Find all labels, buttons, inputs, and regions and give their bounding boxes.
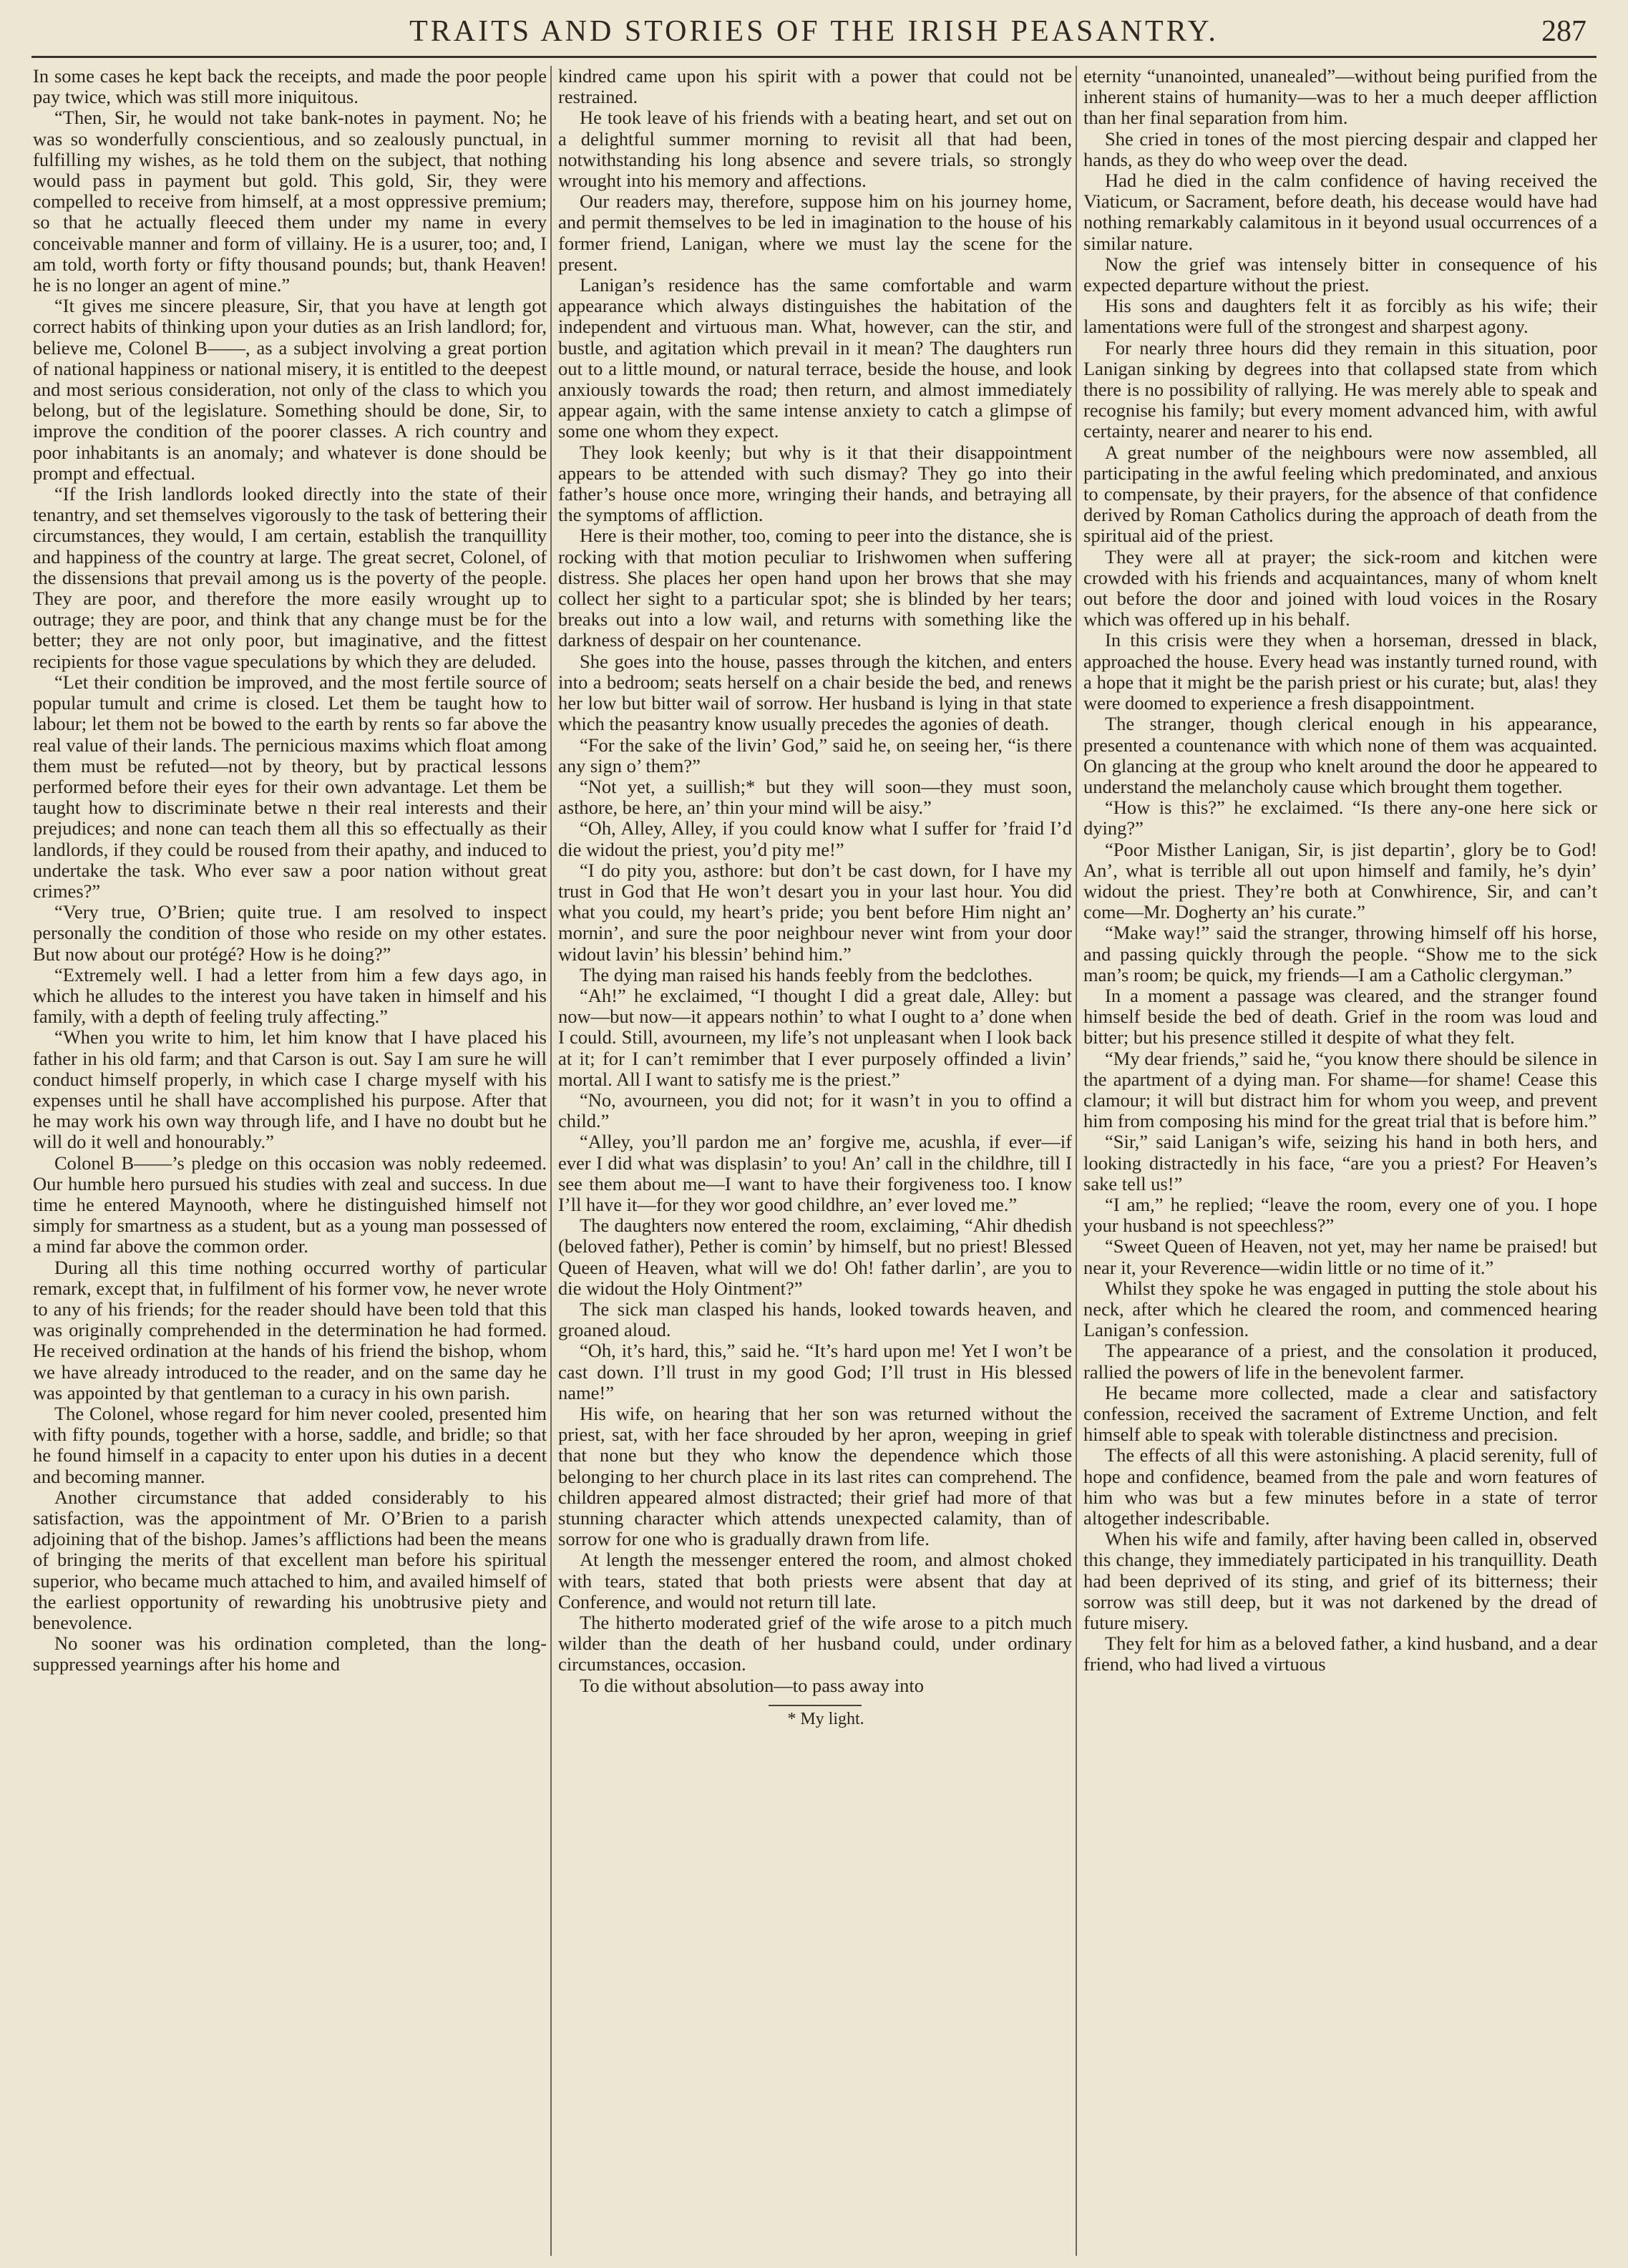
paragraph: “Sir,” said Lanigan’s wife, seizing his hand in both hers, and looking distractedly in his face, “are you a priest? For Heaven’s sake tell us!”: [1083, 1131, 1597, 1194]
page-number: 287: [1541, 15, 1586, 48]
paragraph: Colonel B——’s pledge on this occasion was nobly redeemed. Our humble hero pursued his studies with zeal and success. In due time he entered Maynooth, where he distinguished himself not simply for smartness as a student, but as a young man possessed of a mind far above the common order.: [33, 1152, 547, 1257]
paragraph: Whilst they spoke he was engaged in putting the stole about his neck, after which he cleared the room, and commenced hearing Lanigan’s confession.: [1083, 1277, 1597, 1341]
paragraph: During all this time nothing occurred worthy of particular remark, except that, in fulfilment of his former vow, he never wrote to any of his friends; for the reader should have been told that this was originally comprehended in the determination he had formed. He received ordination at the hands of his friend the bishop, whom we have already introduced to the reader, and on the same day he was appointed by that gentleman to a curacy in his own parish.: [33, 1256, 547, 1403]
running-title: TRAITS AND STORIES OF THE IRISH PEASANTRY.: [409, 15, 1219, 48]
footnote: * My light.: [787, 1709, 864, 1728]
paragraph: eternity “unanointed, unanealed”—without being purified from the inherent stains of humanity—was to her a much deeper affliction than her final separation from him.: [1083, 66, 1597, 129]
paragraph: Here is their mother, too, coming to peer into the distance, she is rocking with that motion peculiar to Irishwomen when suffering distress. She places her open hand upon her brows that she may collect her sight to a particular spot; she is blinded by her tears; breaks out into a low wail, and returns with something like the darkness of despair on her countenance.: [558, 525, 1072, 651]
paragraph: “Oh, Alley, Alley, if you could know what I suffer for ’fraid I’d die widout the priest, you’d pity me!”: [558, 817, 1072, 860]
paragraph: The appearance of a priest, and the consolation it produced, rallied the powers of life in the benevolent farmer.: [1083, 1340, 1597, 1383]
paragraph: “Alley, you’ll pardon me an’ forgive me, acushla, if ever—if ever I did what was displasin’ to you! An’ call in the childhre, till I see them about me—I want to have their forgiveness too. I know I’ll have it—for they wor good childhre, an’ ever loved me.”: [558, 1131, 1072, 1215]
paragraph: “Very true, O’Brien; quite true. I am resolved to inspect personally the condition of those who reside on my other estates. But now about our protégé? How is he doing?”: [33, 901, 547, 965]
text-column-left: [33, 66, 547, 2256]
paragraph: The hitherto moderated grief of the wife arose to a pitch much wilder than the death of her husband could, under ordinary circumstances, occasion.: [558, 1612, 1072, 1675]
paragraph: In this crisis were they when a horseman, dressed in black, approached the house. Every head was instantly turned round, with a hope that it might be the parish priest or his curate; but, alas! they were doomed to experience a fresh disappointment.: [1083, 629, 1597, 714]
paragraph: In a moment a passage was cleared, and the stranger found himself beside the bed of death. Grief in the room was loud and bitter; but his presence stilled it despite of what they felt.: [1083, 984, 1597, 1048]
paragraph: A great number of the neighbours were now assembled, all participating in the awful feeling which predominated, and anxious to compensate, by their prayers, for the absence of that confidence derived by Roman Catholics during the approach of death from the spiritual aid of the priest.: [1083, 441, 1597, 547]
paragraph: She cried in tones of the most piercing despair and clapped her hands, as they do who weep over the dead.: [1083, 127, 1597, 170]
paragraph: “Make way!” said the stranger, throwing himself off his horse, and passing quickly through the people. “Show me to the sick man’s room; be quick, my friends—I am a Catholic clergyman.”: [1083, 922, 1597, 985]
paragraph: “I do pity you, asthore: but don’t be cast down, for I have my trust in God that He won’t desart you in your last hour. You did what you could, my heart’s pride; you bent before Him night an’ mornin’, and sure the poor neighbour never wint from your door widout lavin’ his blessin’ behind him.”: [558, 859, 1072, 965]
paragraph: “It gives me sincere pleasure, Sir, that you have at length got correct habits of thinking upon your duties as an Irish landlord; for, believe me, Colonel B——, as a subject involving a great portion of national happiness or national misery, it is entitled to the deepest and most serious consideration, not only of the class to which you belong, but of the legislature. Something should be done, Sir, to improve the condition of the poorer classes. A rich country and poor inhabitants is an anomaly; and whatever is done should be prompt and effectual.: [33, 295, 547, 484]
paragraph: His wife, on hearing that her son was returned without the priest, sat, with her face shrouded by her apron, weeping in grief that none but they who know the dependence which those belonging to her church place in its last rites can comprehend. The children appeared almost distracted; their grief had more of that stunning character which attends unexpected calamity, than of sorrow for one who is gradually drawn from life.: [558, 1403, 1072, 1550]
paragraph: The effects of all this were astonishing. A placid serenity, full of hope and confidence, beamed from the pale and worn features of him who was but a few minutes before in a state of terror altogether indescribable.: [1083, 1444, 1597, 1529]
paragraph: “If the Irish landlords looked directly into the state of their tenantry, and set themselves vigorously to the task of bettering their circumstances, they would, I am certain, establish the tranquillity and happiness of the country at large. The great secret, Colonel, of the dissensions that prevail among us is the poverty of the people. They are poor, and therefore the more easily wrought up to outrage; they are poor, and think that any change must be for the better; they are not only poor, but imaginative, and the fittest recipients for those vague speculations by which they are deluded.: [33, 483, 547, 672]
paragraph: “Extremely well. I had a letter from him a few days ago, in which he alludes to the interest you have taken in himself and his family, with a depth of feeling truly affecting.”: [33, 963, 547, 1028]
paragraph: In some cases he kept back the receipts, and made the poor people pay twice, which was still more iniquitous.: [33, 66, 547, 108]
paragraph: At length the messenger entered the room, and almost choked with tears, stated that both priests were absent that day at Conference, and would not return till late.: [558, 1549, 1072, 1612]
paragraph: They look keenly; but why is it that their disappointment appears to be attended with such dismay? They go into their father’s house once more, wringing their hands, and betraying all the symptoms of affliction.: [558, 441, 1072, 526]
paragraph: “How is this?” he exclaimed. “Is there any-one here sick or dying?”: [1083, 797, 1597, 839]
paragraph: No sooner was his ordination completed, than the long-suppressed yearnings after his home and: [33, 1632, 547, 1675]
paragraph: “My dear friends,” said he, “you know there should be silence in the apartment of a dying man. For shame—for shame! Cease this clamour; it will but distract him for whom you weep, and prevent him from composing his mind for the great trial that is before him.”: [1083, 1047, 1597, 1132]
paragraph: The sick man clasped his hands, looked towards heaven, and groaned aloud.: [558, 1298, 1072, 1341]
paragraph: They felt for him as a beloved father, a kind husband, and a dear friend, who had lived a virtuous: [1083, 1632, 1597, 1675]
paragraph: “When you write to him, let him know that I have placed his father in his old farm; and that Carson is out. Say I am sure he will conduct himself properly, in which case I charge myself with his expenses until he shall have accomplished his purpose. After that he may work his own way through life, and I have no doubt but he will do it well and honourably.”: [33, 1026, 547, 1153]
running-header: [31, 10, 1597, 58]
paragraph: “For the sake of the livin’ God,” said he, on seeing her, “is there any sign o’ them?”: [558, 734, 1072, 777]
paragraph: The stranger, though clerical enough in his appearance, presented a countenance with which none of them was acquainted. On glancing at the group who knelt around the door he appeared to understand the melancholy cause which brought them together.: [1083, 713, 1597, 797]
paragraph: He took leave of his friends with a beating heart, and set out on a delightful summer morning to revisit all that had been, notwithstanding his long absence and severe trials, so strongly wrought into his memory and affections.: [558, 107, 1072, 192]
paragraph: kindred came upon his spirit with a power that could not be restrained.: [558, 66, 1072, 108]
paragraph: The daughters now entered the room, exclaiming, “Ahir dhedish (beloved father), Pether is comin’ by himself, but no priest! Blessed Queen of Heaven, what will we do! Oh! father darlin’, are you to die widout the Holy Ointment?”: [558, 1215, 1072, 1299]
paragraph: “Poor Misther Lanigan, Sir, is jist departin’, glory be to God! An’, what is terrible all out upon himself and family, he’s dyin’ widout the priest. They’re both at Conwhirence, Sir, and can’t come—Mr. Dogherty an’ his curate.”: [1083, 838, 1597, 923]
paragraph: She goes into the house, passes through the kitchen, and enters into a bedroom; seats herself on a chair beside the bed, and renews her low but bitter wail of sorrow. Her husband is lying in that state which the peasantry know usually precedes the agonies of death.: [558, 650, 1072, 735]
column-divider: [550, 66, 552, 2256]
paragraph: Another circumstance that added considerably to his satisfaction, was the appointment of Mr. O’Brien to a parish adjoining that of the bishop. James’s afflictions had been the means of bringing the merits of that excellent man before his spiritual superior, who became much attached to him, and availed himself of the earliest opportunity of rewarding his unobtrusive piety and benevolence.: [33, 1486, 547, 1634]
paragraph: The dying man raised his hands feebly from the bedclothes.: [580, 963, 1033, 985]
paragraph: Had he died in the calm confidence of having received the Viaticum, or Sacrament, before death, his decease would have had nothing remarkably calamitous in it beyond usual occurrences of a similar nature.: [1083, 170, 1597, 254]
paragraph: “Let their condition be improved, and the most fertile source of popular tumult and crime is closed. Let them be taught how to labour; let them not be bowed to the earth by rents so far above the real value of their lands. The pernicious maxims which float among them must be refuted—not by theory, but by practical lessons performed before their eyes for their own advantage. Let them be taught how to discriminate betwe n their real interests and their prejudices; and none can teach them all this so effectually as their landlords, if they could be roused from their apathy, and induced to undertake the task. Who ever saw a poor nation without great crimes?”: [33, 671, 547, 902]
text-column-middle: [558, 66, 1072, 2256]
paragraph: He became more collected, made a clear and satisfactory confession, received the sacrament of Extreme Unction, and felt himself able to speak with tolerable distinctness and precision.: [1083, 1381, 1597, 1446]
paragraph: To die without absolution—to pass away into: [580, 1674, 924, 1696]
column-divider: [1076, 66, 1077, 2256]
paragraph: They were all at prayer; the sick-room and kitchen were crowded with his friends and acquaintances, many of whom knelt out before the door and joined with loud voices in the Rosary which was offered up in his behalf.: [1083, 545, 1597, 631]
footnote-rule: [769, 1705, 862, 1706]
paragraph: His sons and daughters felt it as forcibly as his wife; their lamentations were full of the strongest and sharpest agony.: [1083, 295, 1597, 338]
paragraph: “Oh, it’s hard, this,” said he. “It’s hard upon me! Yet I won’t be cast down. I’ll trust in my good God; I’ll trust in His blessed name!”: [558, 1340, 1072, 1403]
paragraph: “Then, Sir, he would not take bank-notes in payment. No; he was so wonderfully conscientious, and so zealously punctual, in fulfilling my wishes, as he told them on the subject, that nothing would pass in payment but gold. This gold, Sir, they were compelled to receive from himself, at a most oppressive premium; so that he actually fleeced them under my name in every conceivable manner and form of villainy. He is a usurer, too; and, I am told, worth forty or fifty thousand pounds; but, thank Heaven! he is no longer an agent of mine.”: [33, 107, 547, 296]
paragraph: Now the grief was intensely bitter in consequence of his expected departure without the priest.: [1083, 253, 1597, 296]
paragraph: “No, avourneen, you did not; for it wasn’t in you to offind a child.”: [558, 1089, 1072, 1132]
paragraph: The Colonel, whose regard for him never cooled, presented him with fifty pounds, together with a horse, saddle, and bridle; so that he found himself in a capacity to enter upon his duties in a decent and becoming manner.: [33, 1403, 547, 1487]
paragraph: Our readers may, therefore, suppose him on his journey home, and permit themselves to be led in imagination to the house of his former friend, Lanigan, where we must lay the scene for the present.: [558, 190, 1072, 275]
paragraph: “Ah!” he exclaimed, “I thought I did a great dale, Alley: but now—but now—it appears nothin’ to what I ought to a’ done when I could. Still, avourneen, my life’s not unpleasant when I look back at it; for I can’t remimber that I ever purposely offinded a livin’ mortal. All I want to satisfy me is the priest.”: [558, 984, 1072, 1090]
text-column-right: [1083, 66, 1597, 2256]
paragraph: Lanigan’s residence has the same comfortable and warm appearance which always distinguishes the habitation of the independent and virtuous man. What, however, can the stir, and bustle, and agitation which prevail in it mean? The daughters run out to a little mound, or natural terrace, beside the house, and look anxiously towards the road; then return, and almost immediately appear again, with the same intense anxiety to catch a glimpse of some one whom they expect.: [558, 274, 1072, 442]
paragraph: “I am,” he replied; “leave the room, every one of you. I hope your husband is not speechless?”: [1083, 1193, 1597, 1237]
paragraph: “Sweet Queen of Heaven, not yet, may her name be praised! but near it, your Reverence—widin little or no time of it.”: [1083, 1235, 1597, 1278]
paragraph: When his wife and family, after having been called in, observed this change, they immediately participated in his tranquillity. Death had been deprived of its sting, and grief of its bitterness; their sorrow was still deep, but it was not darkened by the dread of future misery.: [1083, 1528, 1597, 1634]
paragraph: “Not yet, a suillish;* but they will soon—they must soon, asthore, be here, an’ thin your mind will be aisy.”: [558, 775, 1072, 819]
paragraph: For nearly three hours did they remain in this situation, poor Lanigan sinking by degrees into that collapsed state from which there is no possibility of rallying. He was merely able to speak and recognise his family; but every moment advanced him, with awful certainty, nearer and nearer to his end.: [1083, 336, 1597, 442]
